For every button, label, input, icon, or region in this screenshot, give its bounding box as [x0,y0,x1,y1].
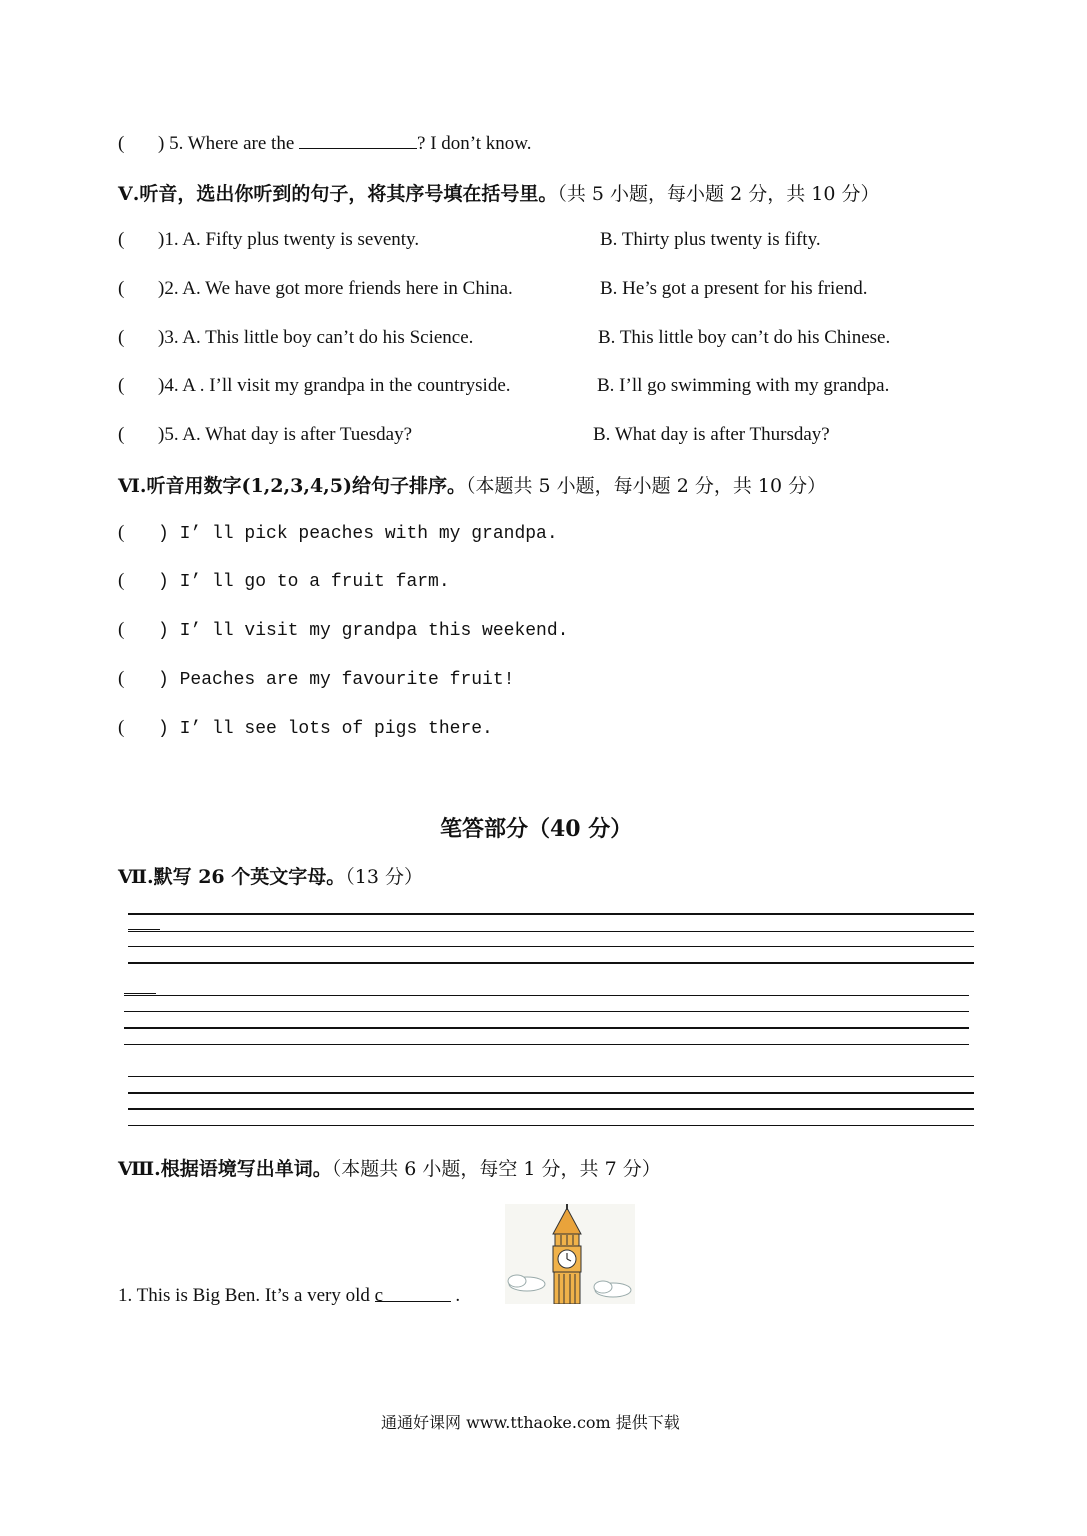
section-6-heading: Ⅵ.听音用数字(1,2,3,4,5)给句子排序。（本题共 5 小题，每小题 2 分，共 10 分） [118,475,827,497]
listening-choice-row [118,327,1018,349]
item-number: )4. [158,375,179,396]
answer-paren[interactable]: ( [118,327,125,348]
grid-line [128,1076,974,1077]
option-a: A . I’ll visit my grandpa in the countryside. [182,375,511,396]
sentence-text: ) I’ ll go to a fruit farm. [158,572,450,592]
item-number: )3. [158,327,179,348]
sentence-text: ) I’ ll see lots of pigs there. [158,719,493,739]
fill-blank[interactable] [299,132,417,149]
answer-paren[interactable]: ( [118,424,125,445]
item-number: )1. [158,229,179,250]
listening-choice-row [118,278,1018,300]
written-part-title: 笔答部分（40 分） [440,816,633,842]
page-footer: 通通好课网 www.tthaoke.com 提供下载 [381,1413,680,1432]
grid-line [128,946,974,947]
option-a: A. This little boy can’t do his Science. [182,327,474,348]
answer-paren[interactable]: ( [118,522,125,543]
ordering-sentence-row [118,717,493,739]
ordering-sentence-row [118,619,568,641]
listening-item-5: ( ) 5. Where are the ? I don’t know. [118,133,532,154]
option-b: B. I’ll go swimming with my grandpa. [597,375,890,396]
grid-line [128,929,160,930]
question-8-1: 1. This is Big Ben. It’s a very old c . [118,1285,461,1306]
big-ben-picture [505,1204,635,1304]
listening-choice-row [118,424,1018,446]
option-a: A. What day is after Tuesday? [182,424,412,445]
ordering-sentence-row [118,668,514,690]
grid-line [124,995,969,996]
option-a: A. We have got more friends here in China. [182,278,513,299]
sentence-text: ) I’ ll pick peaches with my grandpa. [158,524,558,544]
answer-paren: ( [118,133,125,154]
answer-paren[interactable]: ( [118,229,125,250]
item-number: )2. [158,278,179,299]
big-ben-illustration [505,1204,635,1304]
option-b: B. He’s got a present for his friend. [600,278,868,299]
answer-paren[interactable]: ( [118,619,125,640]
answer-paren[interactable]: ( [118,375,125,396]
grid-line [124,1044,969,1045]
answer-paren[interactable]: ( [118,570,125,591]
sentence-text: ) Peaches are my favourite fruit! [158,670,515,690]
section-8-heading: Ⅷ.根据语境写出单词。（本题共 6 小题，每空 1 分，共 7 分） [118,1158,661,1180]
listening-choice-row [118,229,1018,251]
answer-paren[interactable]: ( [118,278,125,299]
option-b: B. This little boy can’t do his Chinese. [598,327,891,348]
ordering-sentence-row [118,570,450,592]
sentence-text: ) I’ ll visit my grandpa this weekend. [158,621,569,641]
grid-line [128,1108,974,1110]
fill-blank[interactable]: c [375,1285,451,1302]
section-7-heading: Ⅶ.默写 26 个英文字母。（13 分） [118,866,423,888]
grid-line [128,1125,974,1126]
ordering-sentence-row [118,522,558,544]
listening-choice-row [118,375,1018,397]
section-5-heading: Ⅴ.听音，选出你听到的句子，将其序号填在括号里。（共 5 小题，每小题 2 分，共 10 分） [118,183,880,205]
option-a: A. Fifty plus twenty is seventy. [182,229,420,250]
answer-paren[interactable]: ( [118,717,125,738]
grid-line [128,931,974,932]
item-number: )5. [158,424,179,445]
grid-line [124,1027,969,1029]
grid-line [128,962,974,964]
grid-line [128,1092,974,1094]
item-text-end: ? I don’t know. [417,133,532,154]
option-b: B. What day is after Thursday? [593,424,830,445]
answer-paren[interactable]: ( [118,668,125,689]
option-b: B. Thirty plus twenty is fifty. [600,229,821,250]
grid-line [124,993,156,994]
item-text: 5. Where are the [169,133,295,154]
question-text: 1. This is Big Ben. It’s a very old [118,1285,370,1306]
grid-line [128,913,974,915]
grid-line [124,1011,969,1012]
